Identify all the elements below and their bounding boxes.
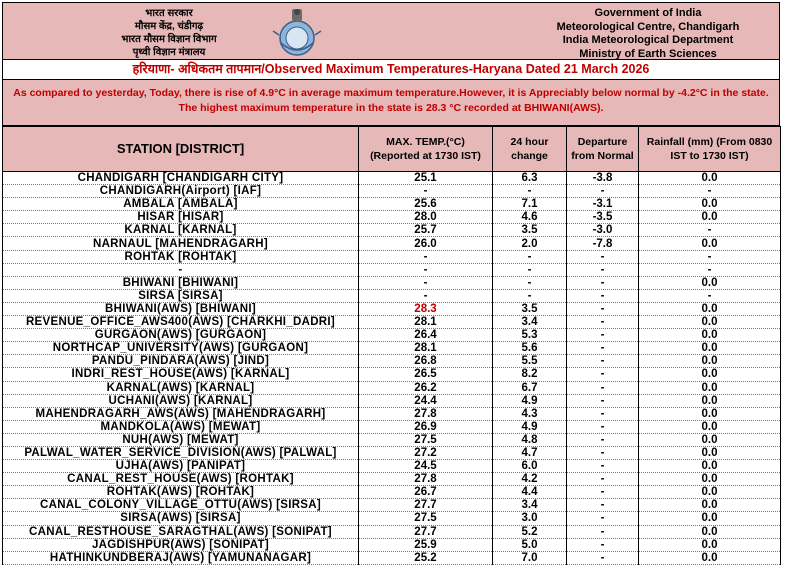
station-cell: PANDU_PINDARA(AWS) [JIND]: [3, 355, 359, 368]
station-cell: SIRSA [SIRSA]: [3, 289, 359, 302]
rainfall-cell: 0.0: [639, 355, 781, 368]
rainfall-cell: 0.0: [639, 302, 781, 315]
report-title: हरियाणा- अधिकतम तापमान/Observed Maximum Temperatures-Haryana Dated 21 March 2026: [2, 60, 780, 80]
max-temp-cell: 28.1: [359, 342, 493, 355]
max-temp-cell: 25.1: [359, 172, 493, 185]
change-cell: 3.5: [493, 302, 567, 315]
change-cell: 3.4: [493, 499, 567, 512]
rainfall-cell: 0.0: [639, 407, 781, 420]
departure-cell: -3.1: [567, 198, 639, 211]
rainfall-cell: 0.0: [639, 525, 781, 538]
station-cell: ROHTAK(AWS) [ROHTAK]: [3, 486, 359, 499]
station-cell: KARNAL [KARNAL]: [3, 224, 359, 237]
rainfall-cell: 0.0: [639, 473, 781, 486]
rainfall-cell: 0.0: [639, 433, 781, 446]
table-row: [3, 473, 781, 486]
change-cell: 5.3: [493, 329, 567, 342]
table-row: [3, 394, 781, 407]
max-temp-cell: 27.8: [359, 473, 493, 486]
table-row: [3, 433, 781, 446]
departure-cell: -: [567, 486, 639, 499]
rainfall-cell: 0.0: [639, 538, 781, 551]
table-row: [3, 224, 781, 237]
departure-cell: -: [567, 342, 639, 355]
station-cell: CHANDIGARH(Airport) [IAF]: [3, 185, 359, 198]
departure-cell: -: [567, 394, 639, 407]
table-row: [3, 368, 781, 381]
table-body: [3, 172, 781, 565]
station-cell: GURGAON(AWS) [GURGAON]: [3, 329, 359, 342]
departure-cell: -: [567, 473, 639, 486]
rainfall-cell: 0.0: [639, 499, 781, 512]
max-temp-cell: 28.1: [359, 316, 493, 329]
departure-cell: -3.8: [567, 172, 639, 185]
table-row: [3, 381, 781, 394]
hindi-line: भारत मौसम विज्ञान विभाग: [121, 34, 217, 45]
rainfall-cell: 0.0: [639, 420, 781, 433]
rainfall-cell: 0.0: [639, 198, 781, 211]
departure-cell: -: [567, 185, 639, 198]
table-row: [3, 551, 781, 564]
station-cell: UJHA(AWS) [PANIPAT]: [3, 460, 359, 473]
max-temp-cell: 26.8: [359, 355, 493, 368]
change-cell: 3.5: [493, 224, 567, 237]
max-temp-cell: -: [359, 289, 493, 302]
station-cell: CANAL_RESTHOUSE_SARAGTHAL(AWS) [SONIPAT]: [3, 525, 359, 538]
max-temp-cell: 28.0: [359, 211, 493, 224]
departure-cell: -: [567, 263, 639, 276]
departure-cell: -: [567, 407, 639, 420]
departure-cell: -: [567, 538, 639, 551]
change-cell: 5.0: [493, 538, 567, 551]
english-line: Meteorological Centre, Chandigarh: [556, 20, 740, 33]
change-cell: 8.2: [493, 368, 567, 381]
hindi-org-block: [99, 7, 239, 59]
col-departure: Departure from Normal: [567, 127, 639, 172]
english-line: India Meteorological Department: [562, 34, 734, 46]
table-row: [3, 237, 781, 250]
departure-cell: -: [567, 381, 639, 394]
table-row: [3, 355, 781, 368]
change-cell: -: [493, 276, 567, 289]
change-cell: 5.5: [493, 355, 567, 368]
max-temp-cell: 24.4: [359, 394, 493, 407]
max-temp-cell: 27.5: [359, 512, 493, 525]
change-cell: 5.2: [493, 525, 567, 538]
station-cell: UCHANI(AWS) [KARNAL]: [3, 394, 359, 407]
departure-cell: -: [567, 420, 639, 433]
departure-cell: -: [567, 368, 639, 381]
station-cell: REVENUE_OFFICE_AWS400(AWS) [CHARKHI_DADRI]: [3, 316, 359, 329]
change-cell: 4.7: [493, 446, 567, 459]
col-station: STATION [DISTRICT]: [3, 127, 359, 172]
change-cell: -: [493, 289, 567, 302]
departure-cell: -: [567, 460, 639, 473]
rainfall-cell: 0.0: [639, 446, 781, 459]
table-row: [3, 486, 781, 499]
station-cell: SIRSA(AWS) [SIRSA]: [3, 512, 359, 525]
departure-cell: -: [567, 433, 639, 446]
table-row: [3, 329, 781, 342]
change-cell: 3.0: [493, 512, 567, 525]
max-temp-cell: 27.7: [359, 499, 493, 512]
station-cell: -: [3, 263, 359, 276]
rainfall-cell: 0.0: [639, 486, 781, 499]
max-temp-cell: 26.4: [359, 329, 493, 342]
station-cell: MAHENDRAGARH_AWS(AWS) [MAHENDRAGARH]: [3, 407, 359, 420]
col-rainfall: Rainfall (mm) (From 0830 IST to 1730 IST): [639, 127, 781, 172]
station-cell: AMBALA [AMBALA]: [3, 198, 359, 211]
change-cell: 6.3: [493, 172, 567, 185]
station-cell: HATHINKUNDBERAJ(AWS) [YAMUNANAGAR]: [3, 551, 359, 564]
max-temp-cell: 27.7: [359, 525, 493, 538]
max-temp-cell: 27.8: [359, 407, 493, 420]
max-temp-cell: 24.5: [359, 460, 493, 473]
max-temp-cell: 26.9: [359, 420, 493, 433]
table-row: [3, 198, 781, 211]
rainfall-cell: 0.0: [639, 211, 781, 224]
table-row: [3, 499, 781, 512]
change-cell: 4.3: [493, 407, 567, 420]
departure-cell: -: [567, 446, 639, 459]
english-line: Ministry of Earth Sciences: [579, 47, 717, 60]
summary-text: As compared to yesterday, Today, there is rise of 4.9°C in average maximum temperature.However, it is Appreciably below normal by -4.2°C in the state. The highest maximum temperature in the state is 28.3 °C recorded at BHIWANI(AWS).: [2, 80, 780, 126]
max-temp-cell: -: [359, 276, 493, 289]
table-row: [3, 185, 781, 198]
change-cell: 2.0: [493, 237, 567, 250]
max-temp-cell: 28.3: [359, 302, 493, 315]
rainfall-cell: 0.0: [639, 329, 781, 342]
station-cell: NUH(AWS) [MEWAT]: [3, 433, 359, 446]
max-temp-cell: 26.2: [359, 381, 493, 394]
table-row: [3, 316, 781, 329]
table-row: [3, 525, 781, 538]
station-cell: CANAL_REST_HOUSE(AWS) [ROHTAK]: [3, 473, 359, 486]
station-cell: MANDKOLA(AWS) [MEWAT]: [3, 420, 359, 433]
station-cell: ROHTAK [ROHTAK]: [3, 250, 359, 263]
report-sheet: [2, 2, 780, 565]
table-row: [3, 342, 781, 355]
departure-cell: -: [567, 316, 639, 329]
report-header: [2, 2, 780, 60]
change-cell: -: [493, 250, 567, 263]
table-row: [3, 263, 781, 276]
change-cell: 4.2: [493, 473, 567, 486]
station-cell: CANAL_COLONY_VILLAGE_OTTU(AWS) [SIRSA]: [3, 499, 359, 512]
change-cell: 4.9: [493, 420, 567, 433]
departure-cell: -: [567, 276, 639, 289]
col-change: 24 hour change: [493, 127, 567, 172]
station-cell: INDRI_REST_HOUSE(AWS) [KARNAL]: [3, 368, 359, 381]
hindi-line: भारत सरकार: [145, 8, 193, 19]
table-row: [3, 407, 781, 420]
rainfall-cell: 0.0: [639, 276, 781, 289]
rainfall-cell: -: [639, 289, 781, 302]
rainfall-cell: 0.0: [639, 381, 781, 394]
english-org-block: [523, 7, 773, 61]
change-cell: 7.0: [493, 551, 567, 564]
station-cell: KARNAL(AWS) [KARNAL]: [3, 381, 359, 394]
table-row: [3, 446, 781, 459]
station-cell: JAGDISHPUR(AWS) [SONIPAT]: [3, 538, 359, 551]
col-max-temp: MAX. TEMP.(°C) (Reported at 1730 IST): [359, 127, 493, 172]
change-cell: 4.4: [493, 486, 567, 499]
change-cell: 6.7: [493, 381, 567, 394]
max-temp-cell: 27.5: [359, 433, 493, 446]
table-row: [3, 420, 781, 433]
departure-cell: -7.8: [567, 237, 639, 250]
max-temp-cell: 25.9: [359, 538, 493, 551]
max-temp-cell: -: [359, 185, 493, 198]
departure-cell: -3.5: [567, 211, 639, 224]
station-cell: CHANDIGARH [CHANDIGARH CITY]: [3, 172, 359, 185]
table-row: [3, 512, 781, 525]
change-cell: 6.0: [493, 460, 567, 473]
station-cell: NARNAUL [MAHENDRAGARH]: [3, 237, 359, 250]
departure-cell: -3.0: [567, 224, 639, 237]
change-cell: 4.9: [493, 394, 567, 407]
departure-cell: -: [567, 525, 639, 538]
max-temp-cell: 25.6: [359, 198, 493, 211]
english-line: Government of India: [594, 7, 702, 19]
departure-cell: -: [567, 289, 639, 302]
station-cell: HISAR [HISAR]: [3, 211, 359, 224]
table-row: [3, 276, 781, 289]
rainfall-cell: -: [639, 185, 781, 198]
station-cell: BHIWANI [BHIWANI]: [3, 276, 359, 289]
temperature-table: [2, 126, 781, 565]
max-temp-cell: -: [359, 250, 493, 263]
max-temp-cell: 26.7: [359, 486, 493, 499]
departure-cell: -: [567, 355, 639, 368]
table-header-row: [3, 127, 781, 172]
table-row: [3, 460, 781, 473]
rainfall-cell: 0.0: [639, 368, 781, 381]
rainfall-cell: -: [639, 224, 781, 237]
table-row: [3, 172, 781, 185]
rainfall-cell: -: [639, 250, 781, 263]
change-cell: -: [493, 185, 567, 198]
table-row: [3, 211, 781, 224]
station-cell: BHIWANI(AWS) [BHIWANI]: [3, 302, 359, 315]
departure-cell: -: [567, 250, 639, 263]
max-temp-cell: -: [359, 263, 493, 276]
station-cell: PALWAL_WATER_SERVICE_DIVISION(AWS) [PALWAL]: [3, 446, 359, 459]
table-row: [3, 302, 781, 315]
departure-cell: -: [567, 499, 639, 512]
rainfall-cell: 0.0: [639, 551, 781, 564]
rainfall-cell: 0.0: [639, 316, 781, 329]
change-cell: 5.6: [493, 342, 567, 355]
rainfall-cell: 0.0: [639, 512, 781, 525]
hindi-line: मौसम केंद्र, चंडीगढ़: [134, 21, 204, 32]
max-temp-cell: 25.2: [359, 551, 493, 564]
rainfall-cell: 0.0: [639, 342, 781, 355]
imd-emblem-icon: [269, 7, 325, 57]
departure-cell: -: [567, 551, 639, 564]
max-temp-cell: 25.7: [359, 224, 493, 237]
rainfall-cell: 0.0: [639, 394, 781, 407]
rainfall-cell: 0.0: [639, 460, 781, 473]
rainfall-cell: -: [639, 263, 781, 276]
change-cell: 3.4: [493, 316, 567, 329]
change-cell: 7.1: [493, 198, 567, 211]
table-row: [3, 250, 781, 263]
change-cell: 4.6: [493, 211, 567, 224]
change-cell: -: [493, 263, 567, 276]
table-row: [3, 538, 781, 551]
table-row: [3, 289, 781, 302]
departure-cell: -: [567, 329, 639, 342]
rainfall-cell: 0.0: [639, 172, 781, 185]
rainfall-cell: 0.0: [639, 237, 781, 250]
hindi-line: पृथ्वी विज्ञान मंत्रालय: [132, 47, 206, 58]
max-temp-cell: 26.0: [359, 237, 493, 250]
departure-cell: -: [567, 512, 639, 525]
station-cell: NORTHCAP_UNIVERSITY(AWS) [GURGAON]: [3, 342, 359, 355]
max-temp-cell: 26.5: [359, 368, 493, 381]
departure-cell: -: [567, 302, 639, 315]
change-cell: 4.8: [493, 433, 567, 446]
max-temp-cell: 27.2: [359, 446, 493, 459]
